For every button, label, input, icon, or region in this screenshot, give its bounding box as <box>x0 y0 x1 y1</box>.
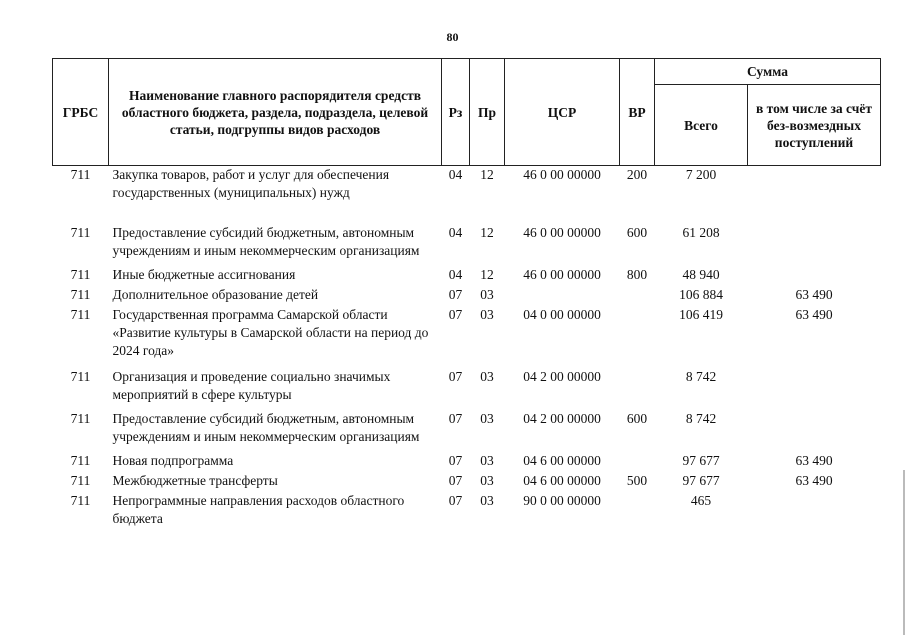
cell-rz: 07 <box>448 453 463 468</box>
cell-vr <box>620 452 655 472</box>
table-row <box>53 306 881 368</box>
table-row <box>53 166 881 225</box>
cell-grbs: 711 <box>70 167 91 182</box>
cell-name: Межбюджетные трансферты <box>112 473 278 488</box>
cell-vr <box>620 286 655 306</box>
cell-free <box>748 492 881 528</box>
cell-pr: 03 <box>480 493 494 508</box>
cell-free: 63 490 <box>795 287 833 302</box>
cell-grbs: 711 <box>70 369 91 384</box>
cell-rz: 07 <box>448 287 463 302</box>
table-row <box>53 452 881 472</box>
cell-vr: 200 <box>626 167 648 182</box>
table-row <box>53 266 881 286</box>
header-free: в том числе за счёт без-возмездных поступлений <box>748 85 881 166</box>
cell-grbs: 711 <box>70 225 91 240</box>
cell-rz: 04 <box>448 225 463 240</box>
cell-pr: 03 <box>480 411 494 426</box>
header-sum: Сумма <box>655 59 881 85</box>
cell-pr: 03 <box>480 453 494 468</box>
cell-csr: 04 6 00 00000 <box>523 453 601 468</box>
cell-name: Предоставление субсидий бюджетным, автономным учреждениям и иным некоммерческим организациям <box>112 225 420 258</box>
cell-free: 63 490 <box>795 473 833 488</box>
cell-rz: 04 <box>448 167 463 182</box>
page-number: 80 <box>446 30 459 44</box>
cell-vr: 800 <box>626 267 648 282</box>
cell-csr: 04 0 00 00000 <box>523 307 601 322</box>
cell-name: Иные бюджетные ассигнования <box>112 267 296 282</box>
cell-pr: 03 <box>480 473 494 488</box>
cell-vr: 500 <box>626 473 648 488</box>
cell-rz: 07 <box>448 473 463 488</box>
cell-free: 63 490 <box>795 307 833 322</box>
cell-name: Новая подпрограмма <box>112 453 234 468</box>
table-row <box>53 410 881 452</box>
header-vr: ВР <box>620 59 655 166</box>
cell-rz: 07 <box>448 307 463 322</box>
cell-vr: 600 <box>626 411 648 426</box>
header-grbs: ГРБС <box>53 59 109 166</box>
cell-vr <box>620 368 655 410</box>
cell-total: 8 742 <box>685 411 717 426</box>
cell-rz: 04 <box>448 267 463 282</box>
cell-csr: 46 0 00 00000 <box>523 267 601 282</box>
cell-csr: 04 2 00 00000 <box>523 411 601 426</box>
cell-csr <box>505 286 620 306</box>
cell-grbs: 711 <box>70 473 91 488</box>
cell-total: 106 419 <box>679 307 723 322</box>
cell-free <box>748 368 881 410</box>
header-total: Всего <box>655 85 748 166</box>
table-header <box>53 59 881 166</box>
cell-csr: 90 0 00 00000 <box>523 493 601 508</box>
header-csr: ЦСР <box>505 59 620 166</box>
cell-grbs: 711 <box>70 307 91 322</box>
cell-total: 61 208 <box>682 225 720 240</box>
cell-pr: 12 <box>480 167 494 182</box>
cell-free <box>748 266 881 286</box>
cell-pr: 03 <box>480 369 494 384</box>
cell-rz: 07 <box>448 369 463 384</box>
cell-total: 97 677 <box>682 473 720 488</box>
cell-csr: 04 6 00 00000 <box>523 473 601 488</box>
cell-grbs: 711 <box>70 411 91 426</box>
table-row <box>53 286 881 306</box>
cell-grbs: 711 <box>70 493 91 508</box>
budget-table <box>52 58 881 528</box>
table-row <box>53 492 881 528</box>
cell-name: Закупка товаров, работ и услуг для обеспечения государственных (муниципальных) нужд <box>112 167 390 200</box>
cell-free <box>748 166 881 225</box>
cell-csr: 04 2 00 00000 <box>523 369 601 384</box>
cell-vr: 600 <box>626 225 648 240</box>
cell-free: 63 490 <box>795 453 833 468</box>
cell-total: 106 884 <box>679 287 723 302</box>
cell-pr: 03 <box>480 287 494 302</box>
cell-grbs: 711 <box>70 287 91 302</box>
cell-name: Непрограммные направления расходов областного бюджета <box>112 493 405 526</box>
table-body <box>53 166 881 529</box>
cell-csr: 46 0 00 00000 <box>523 225 601 240</box>
cell-vr <box>620 492 655 528</box>
cell-name: Предоставление субсидий бюджетным, автономным учреждениям и иным некоммерческим организациям <box>112 411 420 444</box>
cell-name: Дополнительное образование детей <box>112 287 319 302</box>
cell-pr: 12 <box>480 267 494 282</box>
cell-rz: 07 <box>448 493 463 508</box>
cell-name: Организация и проведение социально значимых мероприятий в сфере культуры <box>112 369 391 402</box>
header-rz: Рз <box>442 59 470 166</box>
cell-total: 97 677 <box>682 453 720 468</box>
cell-vr <box>620 306 655 368</box>
table-row <box>53 472 881 492</box>
cell-grbs: 711 <box>70 267 91 282</box>
cell-total: 8 742 <box>685 369 717 384</box>
table-row <box>53 224 881 266</box>
table-row <box>53 368 881 410</box>
cell-pr: 03 <box>480 307 494 322</box>
cell-free <box>748 410 881 452</box>
cell-free <box>748 224 881 266</box>
header-pr: Пр <box>470 59 505 166</box>
cell-rz: 07 <box>448 411 463 426</box>
cell-total: 465 <box>690 493 712 508</box>
cell-pr: 12 <box>480 225 494 240</box>
cell-name: Государственная программа Самарской области «Развитие культуры в Самарской области на период до 2024 года» <box>112 307 429 358</box>
cell-total: 7 200 <box>685 167 717 182</box>
cell-grbs: 711 <box>70 453 91 468</box>
cell-csr: 46 0 00 00000 <box>523 167 601 182</box>
header-name: Наименование главного распорядителя средств областного бюджета, раздела, подраздела, целевой статьи, подгруппы видов расходов <box>109 59 442 166</box>
cell-total: 48 940 <box>682 267 720 282</box>
